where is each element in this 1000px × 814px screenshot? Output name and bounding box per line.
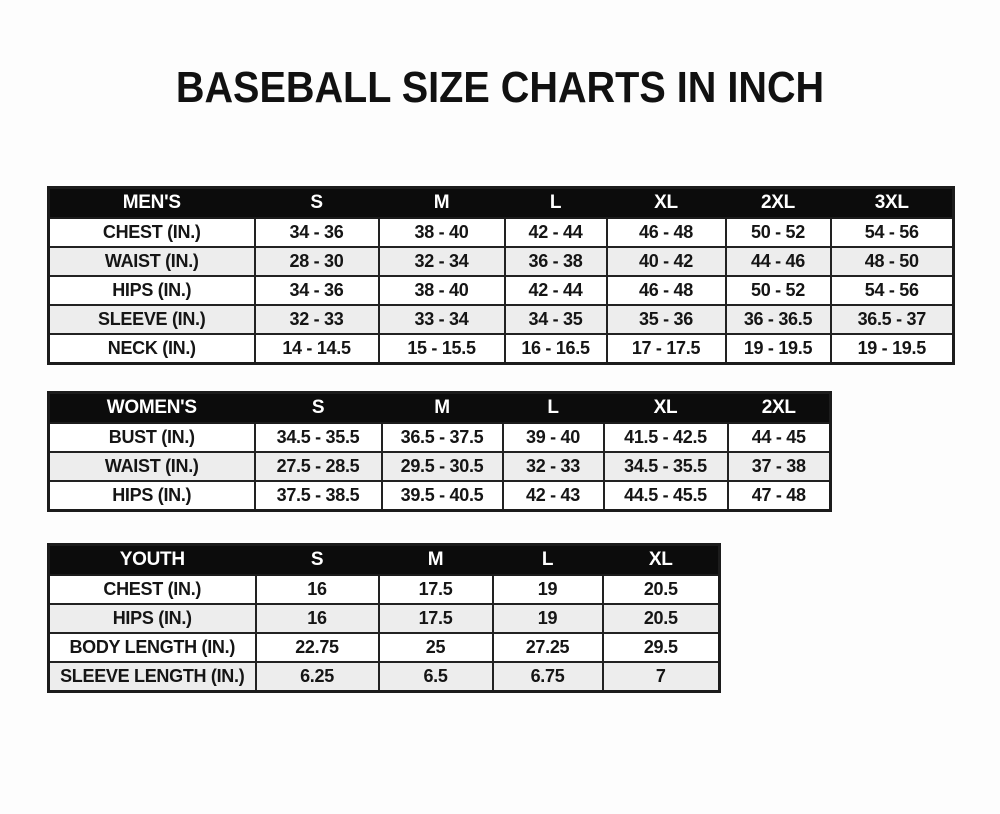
value-cell: 27.25 [493, 633, 603, 662]
value-cell: 42 - 44 [505, 276, 607, 305]
value-cell: 20.5 [603, 575, 720, 604]
size-header-cell: S [256, 545, 379, 576]
mens-category-header: MEN'S [49, 188, 255, 219]
table-row [49, 276, 954, 305]
value-cell: 16 [256, 575, 379, 604]
table-row [49, 423, 831, 452]
value-cell: 6.5 [379, 662, 493, 692]
value-cell: 46 - 48 [607, 218, 726, 247]
value-cell: 19 - 19.5 [831, 334, 954, 364]
value-cell: 17.5 [379, 604, 493, 633]
value-cell: 34 - 36 [255, 218, 379, 247]
mens-size-table [47, 186, 955, 365]
value-cell: 34.5 - 35.5 [604, 452, 728, 481]
size-header-cell: S [255, 393, 382, 424]
value-cell: 37 - 38 [728, 452, 831, 481]
table-row [49, 305, 954, 334]
youth-size-table [47, 543, 721, 693]
value-cell: 54 - 56 [831, 218, 954, 247]
row-label: WAIST (IN.) [49, 452, 255, 481]
value-cell: 40 - 42 [607, 247, 726, 276]
value-cell: 29.5 [603, 633, 720, 662]
size-header-cell: XL [603, 545, 720, 576]
womens-category-header: WOMEN'S [49, 393, 255, 424]
value-cell: 36.5 - 37.5 [382, 423, 503, 452]
tables-container [47, 186, 1000, 693]
value-cell: 14 - 14.5 [255, 334, 379, 364]
value-cell: 16 [256, 604, 379, 633]
value-cell: 20.5 [603, 604, 720, 633]
table-row [49, 604, 720, 633]
value-cell: 54 - 56 [831, 276, 954, 305]
value-cell: 28 - 30 [255, 247, 379, 276]
value-cell: 34 - 35 [505, 305, 607, 334]
value-cell: 25 [379, 633, 493, 662]
value-cell: 46 - 48 [607, 276, 726, 305]
mens-header-row [49, 188, 954, 219]
value-cell: 6.75 [493, 662, 603, 692]
row-label: WAIST (IN.) [49, 247, 255, 276]
size-header-cell: M [379, 188, 505, 219]
size-header-cell: XL [604, 393, 728, 424]
size-header-cell: L [505, 188, 607, 219]
table-row [49, 334, 954, 364]
value-cell: 38 - 40 [379, 218, 505, 247]
value-cell: 36 - 38 [505, 247, 607, 276]
value-cell: 27.5 - 28.5 [255, 452, 382, 481]
womens-size-table [47, 391, 832, 512]
value-cell: 6.25 [256, 662, 379, 692]
size-header-cell: L [503, 393, 604, 424]
row-label: CHEST (IN.) [49, 575, 256, 604]
size-header-cell: L [493, 545, 603, 576]
womens-header-row [49, 393, 831, 424]
size-header-cell: S [255, 188, 379, 219]
value-cell: 19 [493, 575, 603, 604]
row-label: SLEEVE LENGTH (IN.) [49, 662, 256, 692]
value-cell: 50 - 52 [726, 218, 831, 247]
value-cell: 44 - 46 [726, 247, 831, 276]
row-label: BUST (IN.) [49, 423, 255, 452]
size-header-cell: M [379, 545, 493, 576]
size-header-cell: 3XL [831, 188, 954, 219]
value-cell: 47 - 48 [728, 481, 831, 511]
row-label: HIPS (IN.) [49, 481, 255, 511]
table-row [49, 633, 720, 662]
table-row [49, 218, 954, 247]
value-cell: 32 - 34 [379, 247, 505, 276]
value-cell: 34 - 36 [255, 276, 379, 305]
value-cell: 41.5 - 42.5 [604, 423, 728, 452]
youth-category-header: YOUTH [49, 545, 256, 576]
size-header-cell: XL [607, 188, 726, 219]
value-cell: 37.5 - 38.5 [255, 481, 382, 511]
value-cell: 32 - 33 [503, 452, 604, 481]
table-row [49, 481, 831, 511]
value-cell: 7 [603, 662, 720, 692]
value-cell: 50 - 52 [726, 276, 831, 305]
row-label: NECK (IN.) [49, 334, 255, 364]
value-cell: 16 - 16.5 [505, 334, 607, 364]
row-label: BODY LENGTH (IN.) [49, 633, 256, 662]
row-label: HIPS (IN.) [49, 604, 256, 633]
table-row [49, 662, 720, 692]
value-cell: 39.5 - 40.5 [382, 481, 503, 511]
value-cell: 29.5 - 30.5 [382, 452, 503, 481]
value-cell: 36.5 - 37 [831, 305, 954, 334]
value-cell: 19 - 19.5 [726, 334, 831, 364]
value-cell: 17.5 [379, 575, 493, 604]
table-row [49, 575, 720, 604]
value-cell: 38 - 40 [379, 276, 505, 305]
row-label: CHEST (IN.) [49, 218, 255, 247]
size-header-cell: 2XL [728, 393, 831, 424]
value-cell: 36 - 36.5 [726, 305, 831, 334]
size-header-cell: M [382, 393, 503, 424]
table-row [49, 452, 831, 481]
value-cell: 22.75 [256, 633, 379, 662]
value-cell: 48 - 50 [831, 247, 954, 276]
size-chart-page [0, 62, 1000, 814]
value-cell: 32 - 33 [255, 305, 379, 334]
table-row [49, 247, 954, 276]
size-header-cell: 2XL [726, 188, 831, 219]
value-cell: 35 - 36 [607, 305, 726, 334]
row-label: HIPS (IN.) [49, 276, 255, 305]
value-cell: 17 - 17.5 [607, 334, 726, 364]
value-cell: 42 - 44 [505, 218, 607, 247]
value-cell: 42 - 43 [503, 481, 604, 511]
youth-header-row [49, 545, 720, 576]
page-title: BASEBALL SIZE CHARTS IN INCH [175, 63, 825, 112]
value-cell: 44 - 45 [728, 423, 831, 452]
value-cell: 44.5 - 45.5 [604, 481, 728, 511]
value-cell: 34.5 - 35.5 [255, 423, 382, 452]
value-cell: 15 - 15.5 [379, 334, 505, 364]
value-cell: 19 [493, 604, 603, 633]
value-cell: 39 - 40 [503, 423, 604, 452]
value-cell: 33 - 34 [379, 305, 505, 334]
row-label: SLEEVE (IN.) [49, 305, 255, 334]
